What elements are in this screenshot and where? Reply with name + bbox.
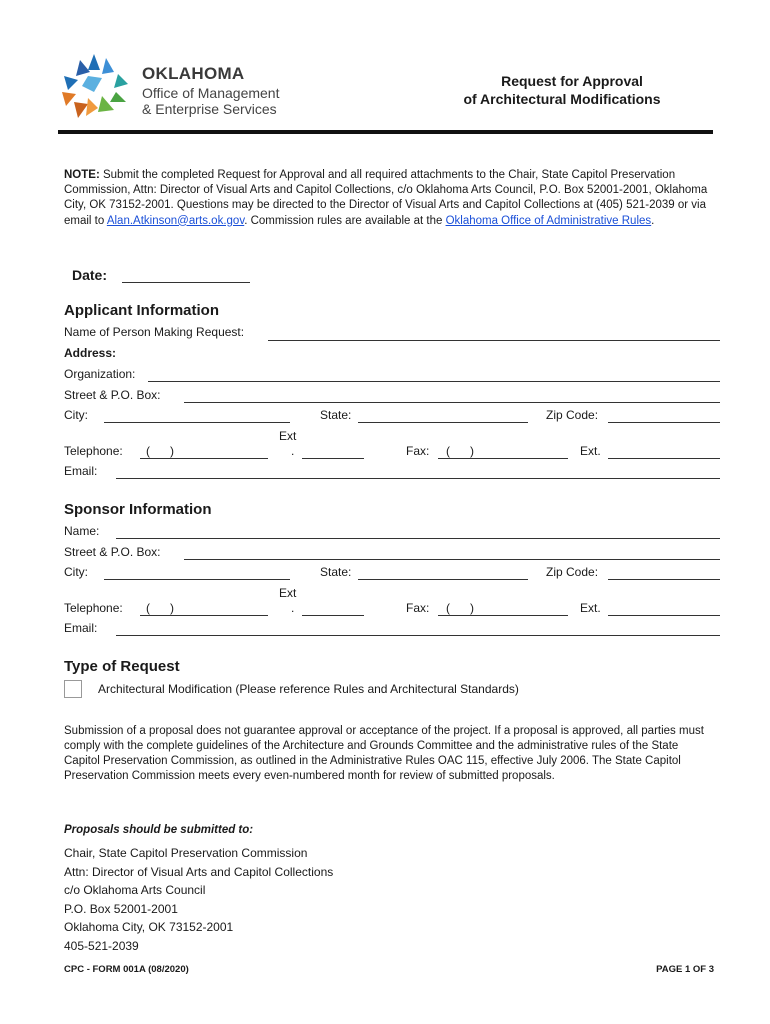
architectural-modification-checkbox[interactable] [64, 680, 82, 698]
sponsor-city-field[interactable] [104, 579, 290, 580]
applicant-email-field[interactable] [116, 478, 720, 479]
note-text-2: . Commission rules are available at the [244, 214, 446, 227]
applicant-ext-label: Ext [279, 429, 297, 443]
sponsor-name-field[interactable] [116, 538, 720, 539]
sponsor-fax-field[interactable] [438, 615, 568, 616]
admin-rules-link[interactable]: Oklahoma Office of Administrative Rules [445, 214, 652, 227]
sponsor-zip-field[interactable] [608, 579, 720, 580]
applicant-address-label: Address: [64, 346, 117, 360]
applicant-state-field[interactable] [358, 422, 528, 423]
applicant-fax-field[interactable] [438, 458, 568, 459]
sponsor-heading: Sponsor Information [64, 501, 212, 518]
applicant-zip-field[interactable] [608, 422, 720, 423]
applicant-ext-dot: . [291, 444, 295, 458]
form-title-line-2: of Architectural Modifications [463, 91, 661, 107]
header-rule [58, 130, 713, 134]
sponsor-phone-label: Telephone: [64, 601, 123, 615]
submit-line: Oklahoma City, OK 73152-2001 [64, 920, 234, 935]
sponsor-city-label: City: [64, 565, 88, 579]
applicant-fax-ext-label: Ext. [580, 444, 601, 458]
footer-page-number: PAGE 1 OF 3 [656, 964, 714, 975]
sponsor-street-field[interactable] [184, 559, 720, 560]
applicant-org-field[interactable] [148, 381, 720, 382]
submit-line: P.O. Box 52001-2001 [64, 901, 178, 916]
sponsor-ext-dot: . [291, 601, 295, 615]
sponsor-zip-label: Zip Code: [546, 565, 599, 579]
sponsor-name-label: Name: [64, 524, 100, 538]
submit-heading: Proposals should be submitted to: [64, 824, 254, 836]
applicant-email-label: Email: [64, 464, 98, 478]
note-paragraph [64, 168, 714, 229]
sponsor-phone-field[interactable] [140, 615, 268, 616]
disclaimer-paragraph: Submission of a proposal does not guarantee approval or acceptance of the project. If a proposal is approved, all parties must comply with the complete guidelines of the Architecture and Grounds Committee and the administrative rules of the State Capitol Preservation Commission, as outlined in the Administrative Rules OAC 115, effective July 2006. The State Capitol Preservation Commission meets every even-numbered month for review of submitted proposals. [64, 725, 704, 782]
applicant-state-label: State: [320, 408, 352, 422]
applicant-zip-label: Zip Code: [546, 408, 599, 422]
sponsor-phone-ext-field[interactable] [302, 615, 364, 616]
sponsor-email-field[interactable] [116, 635, 720, 636]
note-text-1: Submit the completed Request for Approval and all required attachments to the Chair, State Capitol Preservation Commission, Attn: Director of Visual Arts and Capitol Collections, c/o Oklahoma Arts Council, P.O. Box 52001-2001, Oklahoma City, OK 73152-2001. Questions may be directed to the Director of Visual Arts and Capitol Collections at (405) 521-2039 or via email to [64, 169, 708, 227]
sponsor-phone-area: ( ) [146, 601, 174, 615]
architectural-modification-label: Architectural Modification (Please reference Rules and Architectural Standards) [98, 682, 519, 696]
applicant-phone-label: Telephone: [64, 444, 123, 458]
submit-line: c/o Oklahoma Arts Council [64, 883, 206, 898]
applicant-city-label: City: [64, 408, 88, 422]
sponsor-fax-ext-field[interactable] [608, 615, 720, 616]
applicant-phone-field[interactable] [140, 458, 268, 459]
applicant-fax-ext-field[interactable] [608, 458, 720, 459]
sponsor-ext-label: Ext [279, 586, 297, 600]
submit-address [64, 844, 333, 956]
email-link[interactable]: Alan.Atkinson@arts.ok.gov [106, 214, 245, 227]
applicant-name-field[interactable] [268, 340, 720, 341]
date-field[interactable] [122, 282, 250, 283]
sponsor-fax-area: ( ) [446, 601, 474, 615]
sponsor-fax-ext-label: Ext. [580, 601, 601, 615]
sponsor-email-label: Email: [64, 621, 98, 635]
logo-subtitle-1: Office of Management [142, 85, 280, 101]
applicant-street-field[interactable] [184, 402, 720, 403]
sponsor-state-field[interactable] [358, 579, 528, 580]
applicant-street-label: Street & P.O. Box: [64, 388, 161, 402]
logo-title: OKLAHOMA [142, 64, 245, 83]
sponsor-state-label: State: [320, 565, 352, 579]
sponsor-street-label: Street & P.O. Box: [64, 545, 161, 559]
applicant-city-field[interactable] [104, 422, 290, 423]
logo-subtitle-2: & Enterprise Services [142, 101, 277, 117]
submit-line: Attn: Director of Visual Arts and Capitol Collections [64, 864, 334, 879]
applicant-org-label: Organization: [64, 367, 136, 381]
sponsor-fax-label: Fax: [406, 601, 430, 615]
footer-form-id: CPC - FORM 001A (08/2020) [64, 964, 189, 975]
request-type-heading: Type of Request [64, 658, 180, 675]
form-title-line-1: Request for Approval [501, 73, 643, 89]
submit-line: Chair, State Capitol Preservation Commission [64, 846, 308, 860]
applicant-heading: Applicant Information [64, 302, 219, 319]
applicant-phone-ext-field[interactable] [302, 458, 364, 459]
applicant-name-label: Name of Person Making Request: [64, 325, 245, 339]
applicant-phone-area: ( ) [146, 444, 174, 458]
oklahoma-omes-logo [58, 52, 308, 124]
submit-line: 405-521-2039 [64, 938, 139, 953]
date-label: Date: [72, 267, 108, 283]
applicant-fax-area: ( ) [446, 444, 474, 458]
star-emblem-icon [58, 52, 130, 124]
applicant-fax-label: Fax: [406, 444, 430, 458]
note-text-3: . [651, 214, 655, 227]
form-title [392, 72, 692, 108]
note-label: NOTE: [64, 169, 100, 181]
